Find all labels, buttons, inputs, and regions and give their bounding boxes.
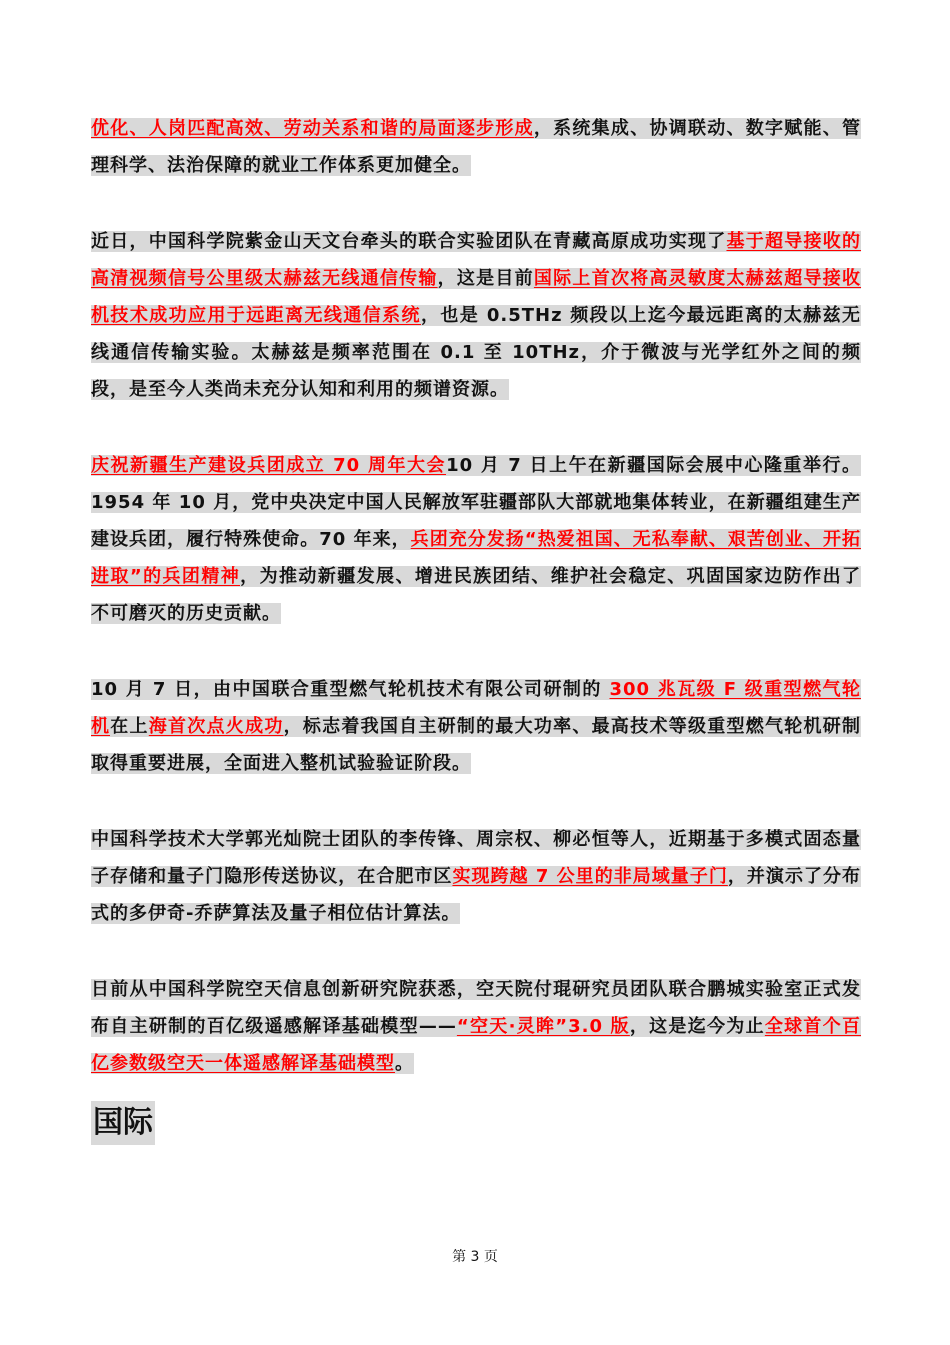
paragraph-text: ，为推动新疆发展、增进民族团结、维护社会稳定、巩固国家边防作出了不可磨灭的历史贡献。 (91, 566, 861, 624)
paragraph-text: ，也是 0.5THz 频段以上迄今最远距离的太赫兹无线通信传输实验。太赫兹是频率范围在 0.1 至 10THz，介于微波与光学红外之间的频段，是至今人类尚未充分认知和利用的频谱资源。 (91, 305, 861, 400)
paragraph-text: ，并演示了分布式的多伊奇-乔萨算法及量子相位估计算法。 (91, 866, 862, 924)
paragraph-text: 近日，中国科学院紫金山天文台牵头的联合实验团队在青藏高原成功实现了 (91, 231, 727, 252)
news-paragraph-xinjiang-corps (91, 447, 861, 632)
highlighted-phrase: 全球首个百亿参数级空天一体遥感解译基础模型 (91, 1016, 862, 1074)
news-paragraph-employment (91, 110, 861, 184)
page-number: 第 3 页 (452, 1249, 498, 1265)
section-heading: 国际 (91, 1101, 155, 1145)
highlighted-phrase: 优化、人岗匹配高效、劳动关系和谐的局面逐步形成 (91, 118, 534, 139)
paragraph-text: ，这是目前 (437, 268, 534, 289)
highlighted-phrase: 国际上首次将高灵敏度太赫兹超导接收机技术成功应用于远距离无线通信系统 (91, 268, 862, 326)
highlighted-phrase: 300 兆瓦级 F 级重型燃气轮机 (91, 679, 861, 737)
paragraph-text: 10 月 7 日上午在新疆国际会展中心隆重举行。1954 年 10 月，党中央决定中国人民解放军驻疆部队大部就地集体转业，在新疆组建生产建设兵团，履行特殊使命。70 年来， (91, 455, 861, 550)
highlighted-phrase: 海首次点火成功 (148, 716, 284, 737)
highlighted-phrase: 实现跨越 7 公里的非局域量子门 (452, 866, 728, 887)
paragraph-text: 日前从中国科学院空天信息创新研究院获悉，空天院付琨研究员团队联合鹏城实验室正式发布自主研制的百亿级遥感解译基础模型—— (91, 979, 861, 1037)
paragraph-text: ，系统集成、协调联动、数字赋能、管理科学、法治保障的就业工作体系更加健全。 (91, 118, 862, 176)
news-paragraph-terahertz (91, 223, 861, 408)
news-paragraph-quantum-gate (91, 821, 861, 932)
highlighted-phrase: “空天·灵眸”3.0 版 (456, 1016, 630, 1037)
paragraph-text: 10 月 7 日，由中国联合重型燃气轮机技术有限公司研制的 (91, 679, 610, 700)
highlighted-phrase: 庆祝新疆生产建设兵团成立 70 周年大会 (91, 455, 447, 476)
paragraph-text: 。 (395, 1053, 414, 1074)
paragraph-text: 在上 (110, 716, 149, 737)
highlighted-phrase: 兵团充分发扬“热爱祖国、无私奉献、艰苦创业、开拓进取”的兵团精神 (91, 529, 861, 587)
news-paragraph-remote-sensing (91, 971, 861, 1082)
news-paragraph-gas-turbine (91, 671, 861, 782)
paragraph-text: ，标志着我国自主研制的最大功率、最高技术等级重型燃气轮机研制取得重要进展，全面进入整机试验验证阶段。 (91, 716, 862, 774)
paragraph-text: 中国科学技术大学郭光灿院士团队的李传锋、周宗权、柳必恒等人，近期基于多模式固态量子存储和量子门隐形传送协议，在合肥市区 (91, 829, 861, 887)
paragraph-text: ，这是迄今为止 (629, 1016, 765, 1037)
highlighted-phrase: 基于超导接收的高清视频信号公里级太赫兹无线通信传输 (91, 231, 862, 289)
